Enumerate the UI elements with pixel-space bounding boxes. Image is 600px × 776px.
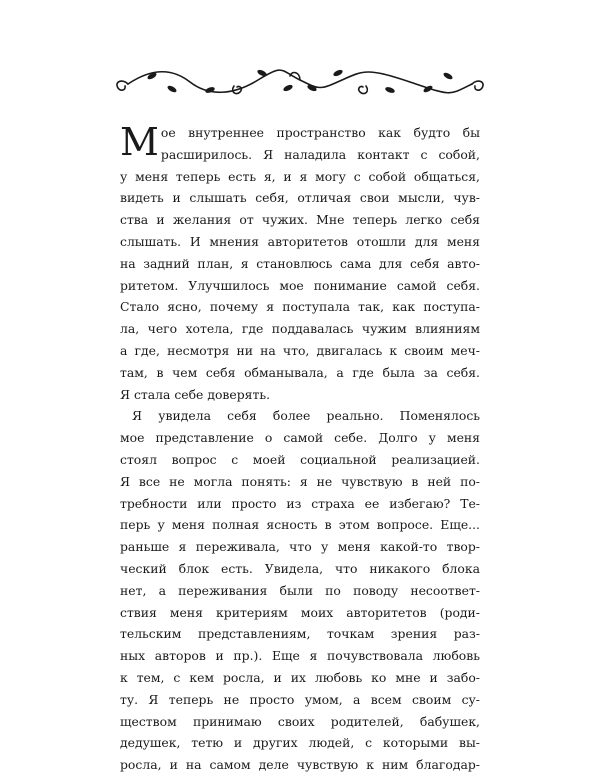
text-line: Я все не могла понять: я не чувствую в ней по- <box>120 473 480 489</box>
text-line: слышать. И мнения авторитетов отошли для меня <box>120 233 480 249</box>
text-line: ту. Я теперь не просто умом, а всем своим су- <box>120 691 480 707</box>
text-line: мое представление о самой себе. Долго у меня <box>120 430 480 446</box>
text-line: ществом принимаю своих родителей, бабушек, <box>120 713 480 729</box>
floral-divider-icon <box>112 64 488 100</box>
drop-cap: М <box>120 120 159 164</box>
text-line: требности или просто из страха ее избегаю? Те- <box>120 495 480 511</box>
text-line: на задний план, я становлюсь сама для себя авто- <box>120 255 480 271</box>
text-line: расширилось. Я наладила контакт с собой, <box>160 146 480 162</box>
text-line: ла, чего хотела, где поддавалась чужим влияниям <box>120 321 480 337</box>
text-line: ческий блок есть. Увидела, что никакого блока <box>120 560 480 576</box>
text-line: Стало ясно, почему я поступала так, как поступа- <box>120 299 480 315</box>
text-line: раньше я переживала, что у меня какой-то твор- <box>120 539 480 555</box>
text-line: дедушек, тетю и других людей, с которыми вы- <box>120 735 480 751</box>
text-line: стоял вопрос с моей социальной реализацией. <box>120 451 480 467</box>
text-line: ных авторов и пр.). Еще я почувствовала любовь <box>120 648 480 664</box>
text-line: ое внутреннее пространство как будто бы <box>160 125 480 140</box>
text-line: Я увидела себя более реально. Поменялось <box>132 408 480 424</box>
text-line: к тем, с кем росла, и их любовь ко мне и забо- <box>120 669 480 685</box>
text-line: Я стала себе доверять. <box>120 386 271 402</box>
text-line: а где, несмотря ни на что, двигалась к своим меч- <box>120 342 480 358</box>
body-text <box>120 122 480 776</box>
text-line: нет, а переживания были по поводу несоответ- <box>120 582 480 598</box>
text-line: росла, и на самом деле чувствую к ним благодар- <box>120 757 480 773</box>
text-line: там, в чем себя обманывала, а где была за себя. <box>120 364 480 380</box>
text-line: видеть и слышать себя, отличая свои мысли, чув- <box>120 190 480 206</box>
text-line: ритетом. Улучшилось мое понимание самой себя. <box>120 277 480 293</box>
text-line: перь у меня полная ясность в этом вопросе. Еще... <box>120 517 480 533</box>
text-line: ствия меня критериям моих авторитетов (роди- <box>120 604 480 620</box>
text-line: у меня теперь есть я, и я могу с собой общаться, <box>120 168 480 184</box>
text-line: тельским представлениям, точкам зрения раз- <box>120 626 480 642</box>
paragraph-1 <box>120 122 480 405</box>
paragraph-2 <box>120 405 480 776</box>
text-line: ства и желания от чужих. Мне теперь легко себя <box>120 212 480 228</box>
